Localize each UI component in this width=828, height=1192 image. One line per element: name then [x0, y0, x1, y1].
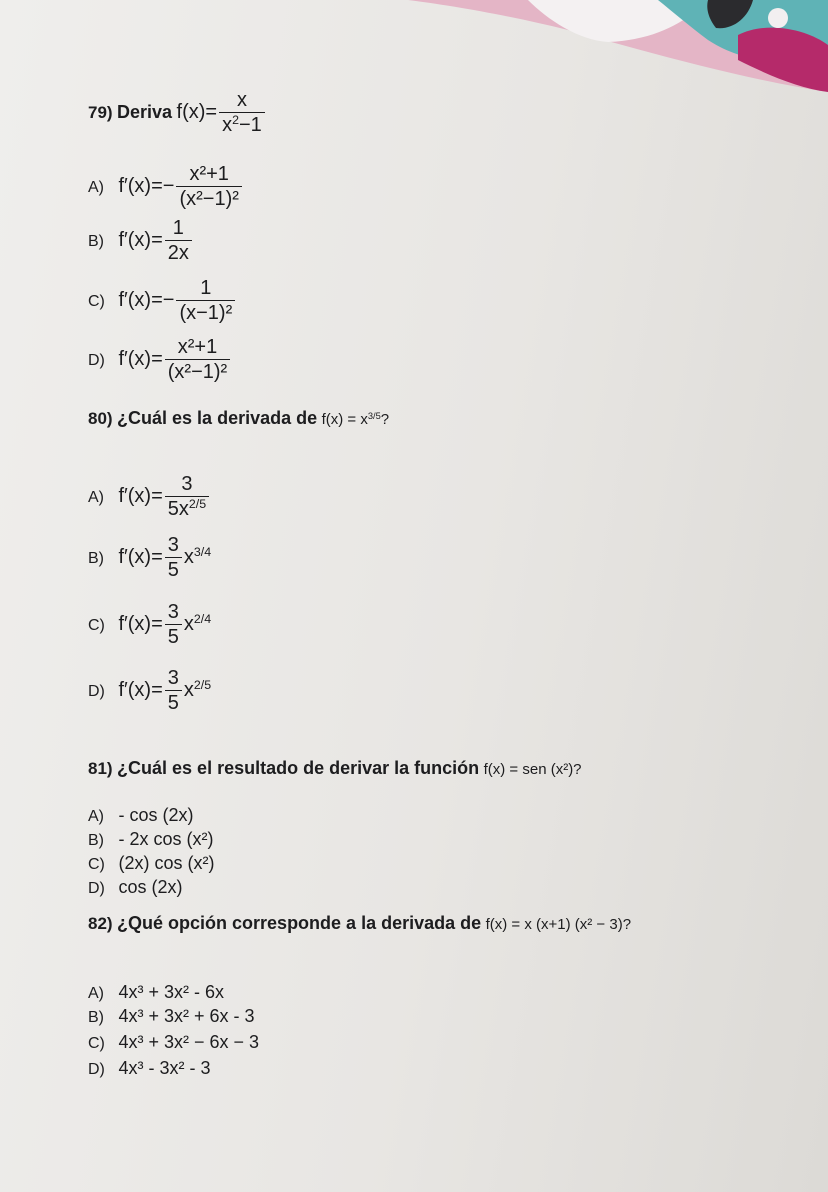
option-text: 4x³ + 3x² − 6x − 3 [118, 1032, 260, 1052]
option-label: D) [88, 1061, 105, 1078]
option-81-a[interactable] [88, 805, 193, 826]
option-82-d[interactable] [88, 1058, 210, 1079]
fraction: $\frac{3}{5}$ [165, 600, 182, 649]
question-79 [88, 88, 267, 137]
option-81-b[interactable] [88, 829, 213, 850]
option-label: A) [88, 488, 104, 506]
option-79-a[interactable]: A) f′(x)=− $\frac{\text{x²+1}}{\text{(x²−1)²}}$ [88, 162, 244, 211]
option-80-a[interactable]: A) f′(x)= $\frac{3}{5x^{2/5}}$ [88, 472, 211, 521]
question-number: 81) [88, 759, 113, 778]
option-label: A) [88, 985, 104, 1002]
option-81-d[interactable] [88, 877, 182, 898]
decorative-corner-graphic [408, 0, 828, 95]
option-label: C) [88, 1035, 105, 1052]
question-text: ¿Cuál es la derivada de [117, 408, 318, 428]
option-label: D) [88, 351, 105, 369]
option-label: D) [88, 682, 105, 700]
option-79-c[interactable]: C) f′(x)=− $\frac{1}{\text{(x−1)²}}$ [88, 276, 237, 325]
option-79-b[interactable]: B) f′(x)= $\frac{1}{2x}$ [88, 216, 194, 265]
fraction: $\frac{\text{x²+1}}{\text{(x²−1)²}}$ [176, 162, 241, 211]
question-82 [88, 913, 631, 934]
question-text: Deriva [117, 101, 173, 122]
option-label: B) [88, 549, 104, 567]
option-79-d[interactable]: D) f′(x)= $\frac{\text{x²+1}}{\text{(x²−1)²}}$ [88, 335, 232, 384]
question-80 [88, 408, 389, 429]
fraction: $\frac{x}{x^2-1}$ [219, 88, 265, 137]
question-number: 80) [88, 409, 113, 428]
option-80-b[interactable]: B) f′(x)= $\frac{3}{5}$ $x^{3/4}$ [88, 534, 212, 581]
fraction: $\frac{3}{5}$ [165, 666, 182, 715]
question-number: 82) [88, 914, 113, 933]
option-label: C) [88, 856, 105, 873]
option-label: B) [88, 1009, 104, 1026]
fraction: $\frac{1}{2x}$ [165, 216, 192, 265]
option-80-d[interactable]: D) f′(x)= $\frac{3}{5}$ $x^{2/5}$ [88, 667, 212, 714]
fraction: $\frac{\text{x²+1}}{\text{(x²−1)²}}$ [165, 335, 230, 384]
option-81-c[interactable] [88, 853, 214, 874]
question-text: ¿Qué opción corresponde a la derivada de [117, 913, 482, 933]
option-82-c[interactable] [88, 1032, 259, 1053]
option-label: B) [88, 832, 104, 849]
function-expression: f(x) = sen (x²)? [483, 761, 582, 778]
option-text: 4x³ + 3x² + 6x - 3 [118, 1006, 255, 1026]
option-text: - 2x cos (x²) [118, 829, 214, 849]
option-text: 4x³ + 3x² - 6x [118, 982, 224, 1002]
option-label: A) [88, 178, 104, 196]
option-82-b[interactable] [88, 1006, 255, 1027]
fraction: $\frac{3}{5x^{2/5}}$ [165, 472, 209, 521]
fraction: $\frac{3}{5}$ [165, 533, 182, 582]
function-expression: $f(x) = x^{3/5}$? [321, 410, 390, 428]
question-number: 79) [88, 102, 113, 122]
fraction: $\frac{1}{\text{(x−1)²}}$ [176, 276, 235, 325]
function-expression: f(x)= $\frac{x}{x^2-1}$ [177, 101, 267, 123]
option-label: C) [88, 616, 105, 634]
question-81 [88, 758, 582, 779]
option-text: cos (2x) [118, 877, 183, 897]
function-expression: f(x) = x (x+1) (x² − 3)? [485, 916, 632, 933]
option-text: (2x) cos (x²) [118, 853, 215, 873]
option-label: C) [88, 292, 105, 310]
option-82-a[interactable] [88, 982, 224, 1003]
option-80-c[interactable]: C) f′(x)= $\frac{3}{5}$ $x^{2/4}$ [88, 601, 212, 648]
option-label: A) [88, 808, 104, 825]
option-label: D) [88, 880, 105, 897]
option-label: B) [88, 232, 104, 250]
option-text: 4x³ - 3x² - 3 [118, 1058, 211, 1078]
question-text: ¿Cuál es el resultado de derivar la función [117, 758, 480, 778]
option-text: - cos (2x) [118, 805, 194, 825]
